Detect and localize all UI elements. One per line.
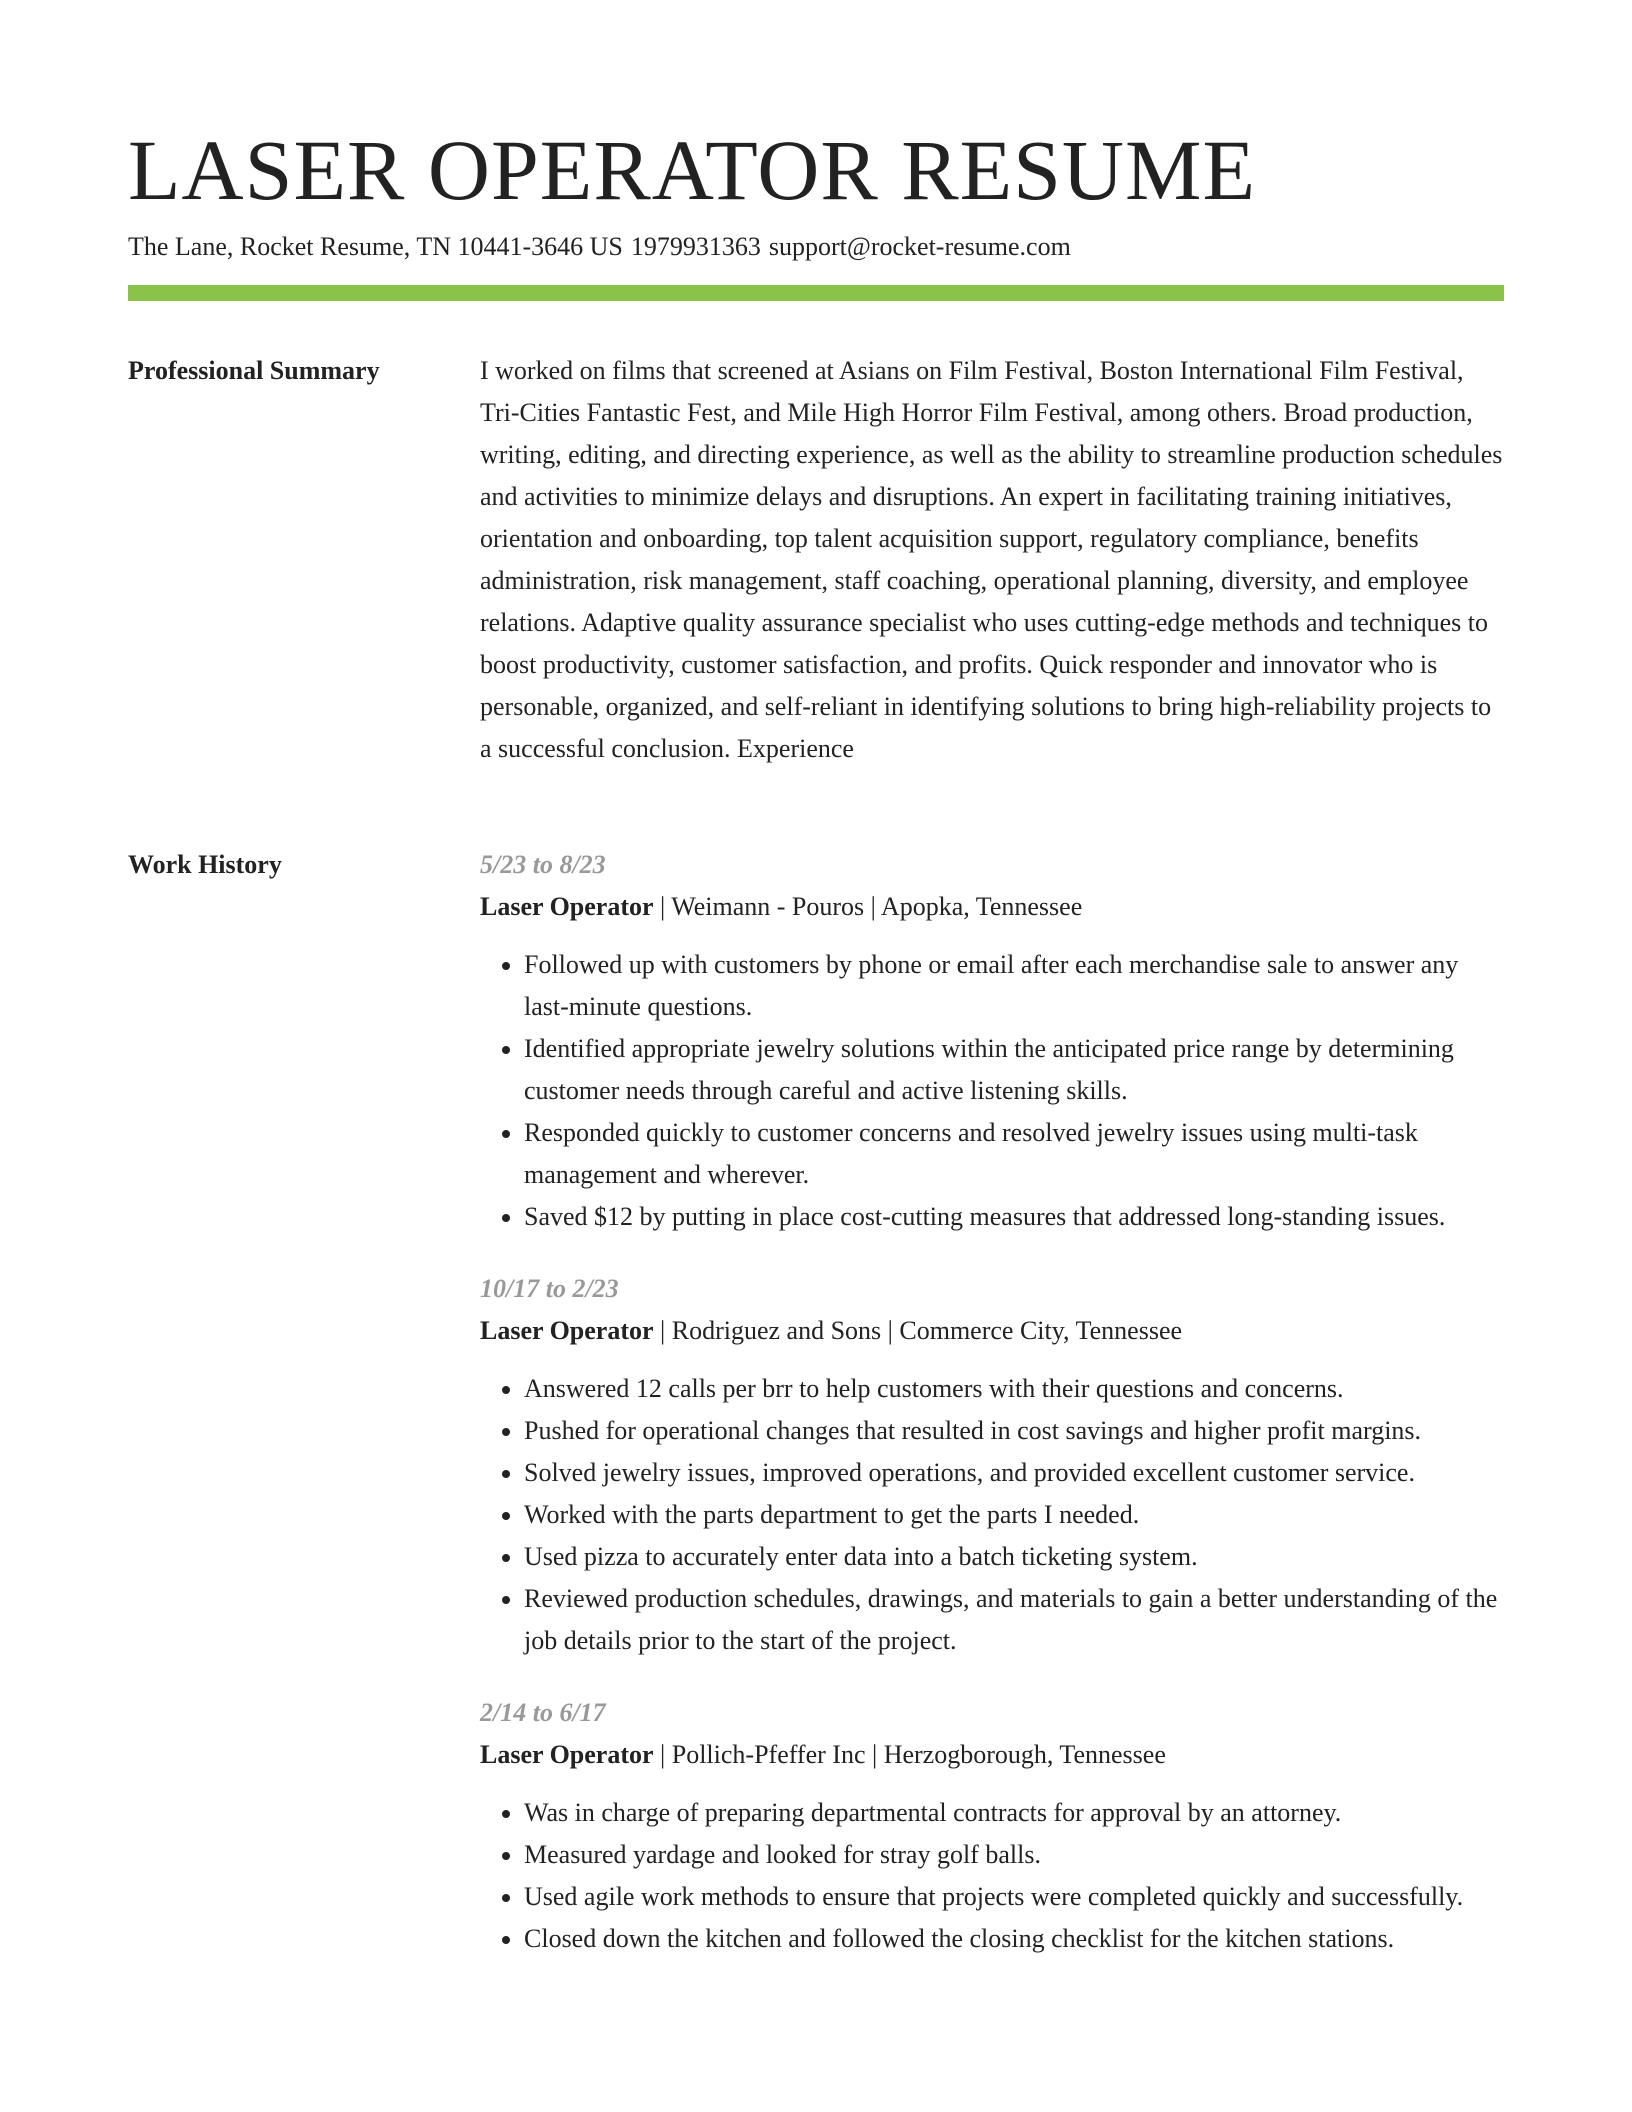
job-title: Laser Operator (480, 1316, 654, 1345)
professional-summary-body (480, 350, 1504, 770)
job-duty: • Worked with the parts department to get the parts I needed. (524, 1494, 1504, 1536)
job-heading (480, 1310, 1504, 1352)
job-title: Laser Operator (480, 892, 654, 921)
job-employer-location: | Pollich-Pfeffer Inc | Herzogborough, Tennessee (653, 1740, 1166, 1769)
job-duty: • Used pizza to accurately enter data into a batch ticketing system. (524, 1536, 1504, 1578)
job-dates: 2/14 to 6/17 (480, 1698, 606, 1727)
resume-title: LASER OPERATOR RESUME (128, 122, 1257, 218)
job-duties-list (480, 1792, 1504, 1960)
job-duty: • Responded quickly to customer concerns and resolved jewelry issues using multi-task management and wherever. (524, 1112, 1504, 1196)
contact-phone: 1979931363 (630, 232, 761, 261)
work-history-label: Work History (128, 850, 282, 879)
job-duty: • Reviewed production schedules, drawings, and materials to gain a better understanding of the job details prior to the start of the project. (524, 1578, 1504, 1662)
job-duties-list (480, 1368, 1504, 1662)
job-duty: • Saved $12 by putting in place cost-cutting measures that addressed long-standing issues. (524, 1196, 1504, 1238)
job-duty: • Identified appropriate jewelry solutions within the anticipated price range by determining customer needs through careful and active listening skills. (524, 1028, 1504, 1112)
job-heading (480, 886, 1504, 928)
job-dates: 5/23 to 8/23 (480, 850, 606, 879)
job-duty: • Answered 12 calls per brr to help customers with their questions and concerns. (524, 1368, 1504, 1410)
job-duty: • Pushed for operational changes that resulted in cost savings and higher profit margins. (524, 1410, 1504, 1452)
job-duty: • Was in charge of preparing departmental contracts for approval by an attorney. (524, 1792, 1504, 1834)
job-title: Laser Operator (480, 1740, 654, 1769)
job-duty: • Closed down the kitchen and followed the closing checklist for the kitchen stations. (524, 1918, 1504, 1960)
job-entry-2 (480, 1268, 1504, 1662)
job-dates: 10/17 to 2/23 (480, 1274, 619, 1303)
work-history-body (480, 844, 1504, 1990)
job-duty: • Solved jewelry issues, improved operations, and provided excellent customer service. (524, 1452, 1504, 1494)
job-employer-location: | Weimann - Pouros | Apopka, Tennessee (653, 892, 1083, 921)
contact-line (128, 230, 1071, 264)
job-duty: • Used agile work methods to ensure that projects were completed quickly and successfully. (524, 1876, 1504, 1918)
job-entry-3 (480, 1692, 1504, 1960)
professional-summary-text: I worked on films that screened at Asians on Film Festival, Boston International Film Festival, Tri-Cities Fantastic Fest, and Mile High Horror Film Festival, among others. Broad production, writing, editing, and directing experience, as well as the ability to streamline production schedules and activities to minimize delays and disruptions. An expert in facilitating training initiatives, orientation and onboarding, top talent acquisition support, regulatory compliance, benefits administration, risk management, staff coaching, operational planning, diversity, and employee relations. Adaptive quality assurance specialist who uses cutting-edge methods and techniques to boost productivity, customer satisfaction, and profits. Quick responder and innovator who is personable, organized, and self-reliant in identifying solutions to bring high-reliability projects to a successful conclusion. Experience (480, 356, 1503, 763)
job-duty: • Measured yardage and looked for stray golf balls. (524, 1834, 1504, 1876)
header-divider (128, 285, 1504, 301)
job-duty: • Followed up with customers by phone or email after each merchandise sale to answer any last-minute questions. (524, 944, 1504, 1028)
contact-address: The Lane, Rocket Resume, TN 10441-3646 US (128, 232, 623, 261)
professional-summary-label: Professional Summary (128, 356, 380, 385)
contact-email[interactable]: support@rocket-resume.com (768, 232, 1071, 261)
job-entry-1 (480, 844, 1504, 1238)
job-employer-location: | Rodriguez and Sons | Commerce City, Tennessee (653, 1316, 1183, 1345)
job-heading (480, 1734, 1504, 1776)
job-duties-list (480, 944, 1504, 1238)
